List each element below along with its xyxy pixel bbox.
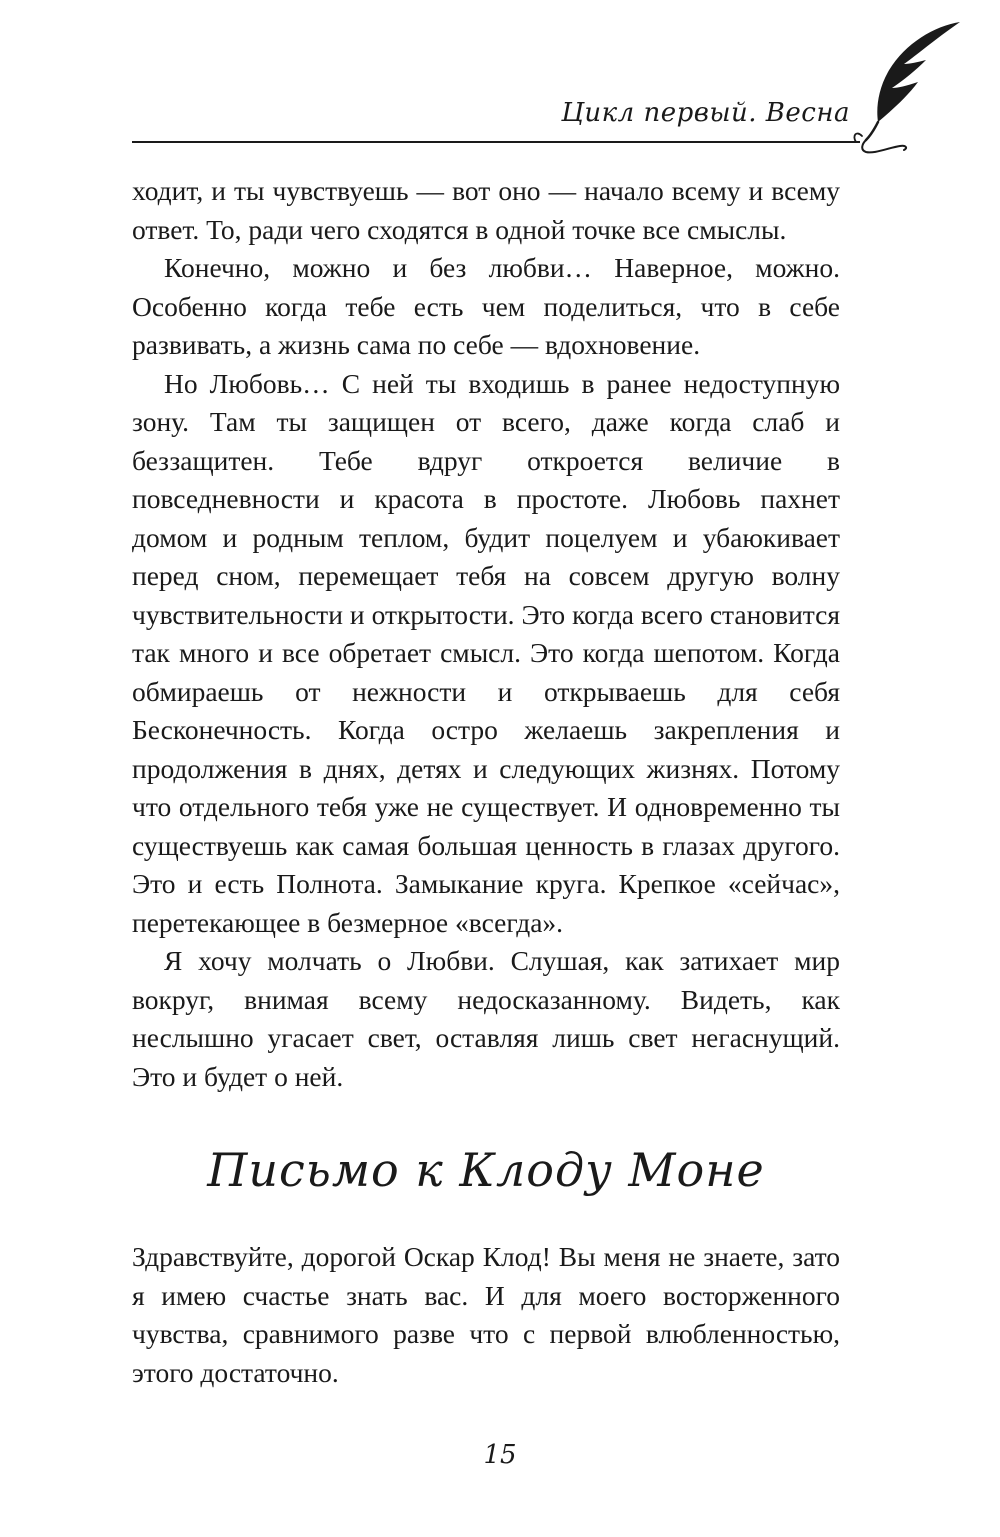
letter-text — [132, 1238, 840, 1392]
header-rule — [132, 141, 860, 143]
paragraph: Но Любовь… С ней ты входишь в ранее недоступную зону. Там ты защищен от всего, даже когда слаб и беззащитен. Тебе вдруг откроется величие в повседневности и красота в простоте. Любовь пахнет домом и родным теплом, будит поцелуем и убаюкивает перед сном, перемещает тебя на совсем другую волну чувствительности и открытости. Это когда всего становится так много и все обретает смысл. Это когда шепотом. Когда обмираешь от нежности и открываешь для себя Бесконечность. Когда остро желаешь закрепления и продолжения в днях, детях и следующих жизнях. Потому что отдельного тебя уже не существует. И одновременно ты существуешь как самая большая ценность в глазах другого. Это и есть Полнота. Замыкание круга. Крепкое «сейчас», перетекающее в безмерное «всегда». — [132, 367, 840, 938]
body-text — [132, 172, 840, 1096]
paragraph-continued: ходит, и ты чувствуешь — вот оно — начало всему и всему ответ. То, ради чего сходятся в одной точке все смыслы. — [132, 175, 840, 245]
running-head: Цикл первый. Весна — [561, 98, 850, 128]
section-title: Письмо к Клоду Моне — [207, 1143, 765, 1197]
page-header — [0, 0, 1000, 160]
quill-pen-icon — [848, 18, 968, 158]
letter-paragraph: Здравствуйте, дорогой Оскар Клод! Вы меня не знаете, зато я имею счастье знать вас. И для моего восторженного чувства, сравнимого разве что с первой влюбленностью, этого достаточно. — [132, 1241, 840, 1388]
paragraph: Я хочу молчать о Любви. Слушая, как затихает мир вокруг, внимая всему недосказанному. Видеть, как неслышно угасает свет, оставляя лишь свет негаснущий. Это и будет о ней. — [132, 945, 840, 1092]
paragraph: Конечно, можно и без любви… Наверное, можно. Особенно когда тебе есть чем поделиться, что в себе развивать, а жизнь сама по себе — вдохновение. — [132, 252, 840, 360]
page-number: 15 — [483, 1440, 517, 1470]
